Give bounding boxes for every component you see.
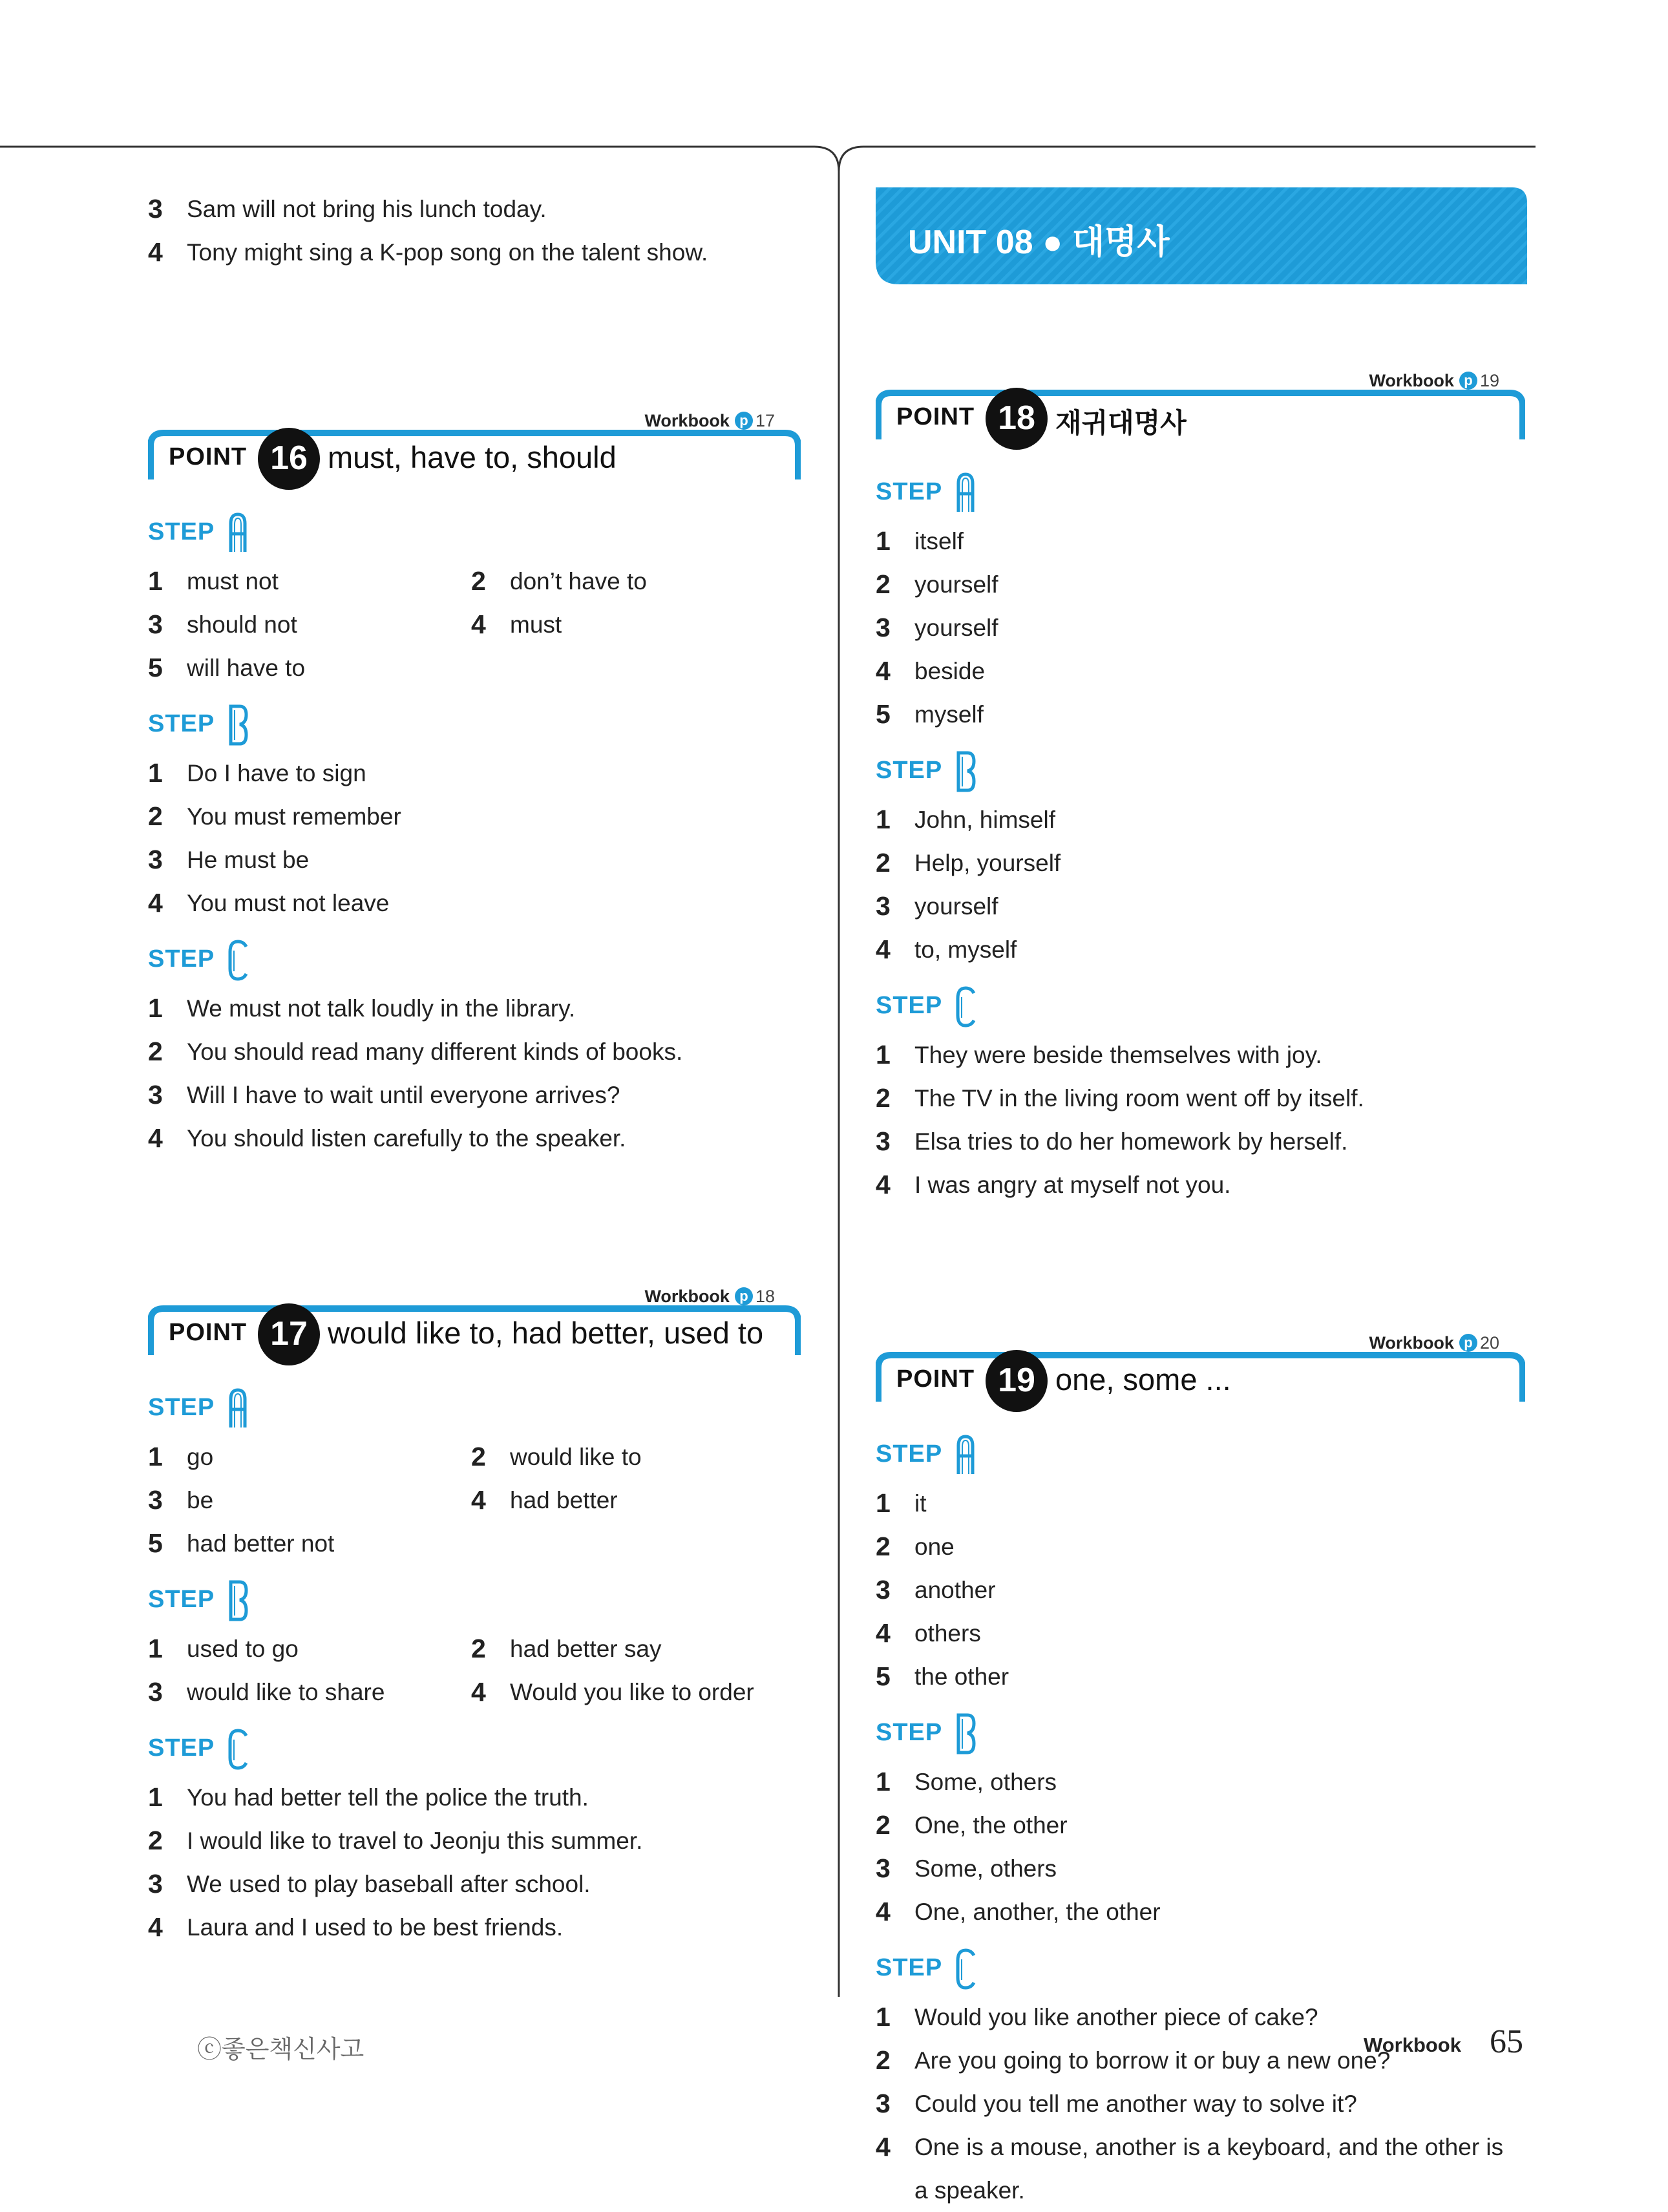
list-item: 2 had better say bbox=[471, 1634, 662, 1663]
step-b-heading: STEP bbox=[876, 753, 1525, 795]
list-item: 1 You had better tell the police the truth. bbox=[148, 1782, 589, 1812]
right-column bbox=[876, 187, 1525, 2212]
point-number-badge: 16 bbox=[258, 428, 320, 490]
step-c-heading: STEP bbox=[876, 1950, 1525, 1993]
point-number-badge: 19 bbox=[986, 1350, 1048, 1412]
step-a-heading: STEP bbox=[148, 1390, 801, 1433]
list-item: 3 We used to play baseball after school. bbox=[148, 1869, 591, 1899]
step-letter-c-icon bbox=[227, 1728, 249, 1771]
point-title: 재귀대명사 bbox=[1055, 408, 1187, 438]
list-item: 2 Help, yourself bbox=[876, 848, 1061, 878]
step-letter-b-icon bbox=[955, 750, 977, 793]
list-item: 4 Laura and I used to be best friends. bbox=[148, 1912, 564, 1942]
step-a-list bbox=[148, 560, 801, 690]
point-number-badge: 17 bbox=[258, 1303, 320, 1365]
step-letter-a-icon bbox=[227, 512, 249, 554]
step-letter-c-icon bbox=[955, 985, 977, 1028]
unit-title: UNIT 08 ● 대명사 bbox=[908, 224, 1170, 261]
point-number-badge: 18 bbox=[986, 388, 1048, 450]
step-letter-b-icon bbox=[227, 704, 249, 746]
list-item: 3 Elsa tries to do her homework by herself. bbox=[876, 1126, 1348, 1156]
list-item: 4 One is a mouse, another is a keyboard, and the other is bbox=[876, 2132, 1504, 2162]
step-b-heading: STEP bbox=[148, 706, 801, 749]
step-c-list bbox=[148, 1776, 801, 1949]
step-c-heading: STEP bbox=[876, 988, 1525, 1031]
unit-banner bbox=[876, 187, 1528, 284]
workbook-ref: Workbook p 19 bbox=[1369, 371, 1499, 390]
list-item: 1 must not bbox=[148, 566, 279, 596]
list-item: 1 go bbox=[148, 1442, 214, 1471]
copyright-text: ⓒ좋은책신사고 bbox=[197, 2036, 364, 2063]
list-item: 4 must bbox=[471, 609, 562, 639]
page-marker-icon: p bbox=[735, 1287, 753, 1305]
list-item: 2 Are you going to borrow it or buy a new one? bbox=[876, 2045, 1391, 2075]
list-item: 5 had better not bbox=[148, 1528, 335, 1558]
list-item: 3 be bbox=[148, 1485, 214, 1515]
list-item: 1 John, himself bbox=[876, 805, 1055, 834]
list-item: 3 Will I have to wait until everyone arrives? bbox=[148, 1080, 620, 1110]
workbook-ref: Workbook p 20 bbox=[1369, 1333, 1499, 1353]
list-item: 3 should not bbox=[148, 609, 297, 639]
step-c-list bbox=[876, 1033, 1525, 1206]
step-b-heading: STEP bbox=[148, 1582, 801, 1625]
step-c-heading: STEP bbox=[148, 1731, 801, 1773]
list-item: 2 would like to bbox=[471, 1442, 642, 1471]
list-item: 1 used to go bbox=[148, 1634, 299, 1663]
list-item: 5 the other bbox=[876, 1661, 1009, 1691]
list-item: 1 Do I have to sign bbox=[148, 758, 366, 788]
point-19-header: Workbook p 20 POINT 19 one, some ... bbox=[876, 1350, 1525, 1417]
list-item: 3 He must be bbox=[148, 845, 310, 874]
page-marker-icon: p bbox=[1459, 1334, 1477, 1352]
page-number: 65 bbox=[1490, 2023, 1523, 2060]
list-item: 2 one bbox=[876, 1532, 955, 1561]
step-letter-b-icon bbox=[955, 1712, 977, 1755]
list-item: 4 Would you like to order bbox=[471, 1677, 754, 1707]
carryover-list bbox=[148, 187, 801, 274]
list-item: 5 myself bbox=[876, 699, 984, 729]
step-c-list bbox=[876, 1996, 1525, 2212]
list-item: 2 I would like to travel to Jeonju this summer. bbox=[148, 1826, 643, 1855]
step-a-list bbox=[876, 1482, 1525, 1698]
step-letter-b-icon bbox=[227, 1579, 249, 1622]
list-item: 2 don’t have to bbox=[471, 566, 647, 596]
left-column bbox=[148, 187, 801, 1949]
list-item: 1 Would you like another piece of cake? bbox=[876, 2002, 1318, 2032]
list-item: 4 had better bbox=[471, 1485, 618, 1515]
point-title: one, some ... bbox=[1055, 1362, 1231, 1396]
step-b-list bbox=[876, 1760, 1525, 1933]
workbook-ref: Workbook p 18 bbox=[644, 1287, 775, 1306]
list-item: 4 One, another, the other bbox=[876, 1897, 1161, 1926]
step-letter-c-icon bbox=[227, 939, 249, 982]
point-16-header: Workbook p 17 POINT 16 must, have to, should bbox=[148, 428, 801, 495]
page-marker-icon: p bbox=[1459, 372, 1477, 390]
list-item: 5 will have to bbox=[148, 653, 306, 682]
step-b-list bbox=[876, 798, 1525, 971]
list-item: 1 They were beside themselves with joy. bbox=[876, 1040, 1322, 1069]
list-item: 4 to, myself bbox=[876, 934, 1017, 964]
list-item: 4 You must not leave bbox=[148, 888, 390, 918]
step-a-list bbox=[876, 520, 1525, 736]
point-17-header: Workbook p 18 POINT 17 would like to, had better, used to bbox=[148, 1303, 801, 1371]
step-letter-a-icon bbox=[955, 1434, 977, 1477]
point-title: would like to, had better, used to bbox=[328, 1316, 764, 1350]
list-item: 2 yourself bbox=[876, 569, 998, 599]
list-item: 4 You should listen carefully to the speaker. bbox=[148, 1123, 626, 1153]
list-item: 3 Some, others bbox=[876, 1853, 1057, 1883]
workbook-ref: Workbook p 17 bbox=[644, 411, 775, 430]
page-marker-icon: p bbox=[735, 412, 753, 430]
step-a-heading: STEP bbox=[876, 474, 1525, 517]
list-item: 4 beside bbox=[876, 656, 986, 686]
step-letter-c-icon bbox=[955, 1948, 977, 1990]
list-item: 1 Some, others bbox=[876, 1767, 1057, 1796]
step-letter-a-icon bbox=[955, 472, 977, 514]
list-item: 3 yourself bbox=[876, 613, 998, 642]
list-item: 3 another bbox=[876, 1575, 996, 1605]
list-item: 2 You should read many different kinds of books. bbox=[148, 1037, 683, 1066]
step-c-heading: STEP bbox=[148, 942, 801, 984]
list-item: 3 would like to share bbox=[148, 1677, 385, 1707]
point-18-header: Workbook p 19 POINT 18 재귀대명사 bbox=[876, 388, 1525, 455]
list-item: 1 it bbox=[876, 1488, 927, 1518]
point-title: must, have to, should bbox=[328, 440, 617, 474]
list-item: 3 Could you tell me another way to solve it? bbox=[876, 2089, 1357, 2118]
list-item: 2 You must remember bbox=[148, 801, 401, 831]
list-item: 2 One, the other bbox=[876, 1810, 1068, 1840]
step-a-heading: STEP bbox=[148, 514, 801, 557]
list-item: 3 yourself bbox=[876, 891, 998, 921]
footer-workbook-label: Workbook bbox=[1364, 2034, 1461, 2056]
list-item: a speaker. bbox=[914, 2177, 1025, 2204]
step-c-list bbox=[148, 987, 801, 1160]
step-b-list bbox=[148, 1627, 801, 1714]
list-item: 4 I was angry at myself not you. bbox=[876, 1170, 1231, 1199]
list-item: 2 The TV in the living room went off by itself. bbox=[876, 1083, 1364, 1113]
step-a-heading: STEP bbox=[876, 1437, 1525, 1479]
list-item: 3 Sam will not bring his lunch today. bbox=[148, 194, 547, 224]
step-a-list bbox=[148, 1435, 801, 1565]
list-item: 4 Tony might sing a K-pop song on the talent show. bbox=[148, 237, 708, 267]
list-item: 1 itself bbox=[876, 526, 964, 556]
step-letter-a-icon bbox=[227, 1387, 249, 1430]
step-b-heading: STEP bbox=[876, 1715, 1525, 1758]
list-item: 1 We must not talk loudly in the library. bbox=[148, 993, 576, 1023]
list-item: 4 others bbox=[876, 1618, 981, 1648]
step-b-list bbox=[148, 752, 801, 925]
